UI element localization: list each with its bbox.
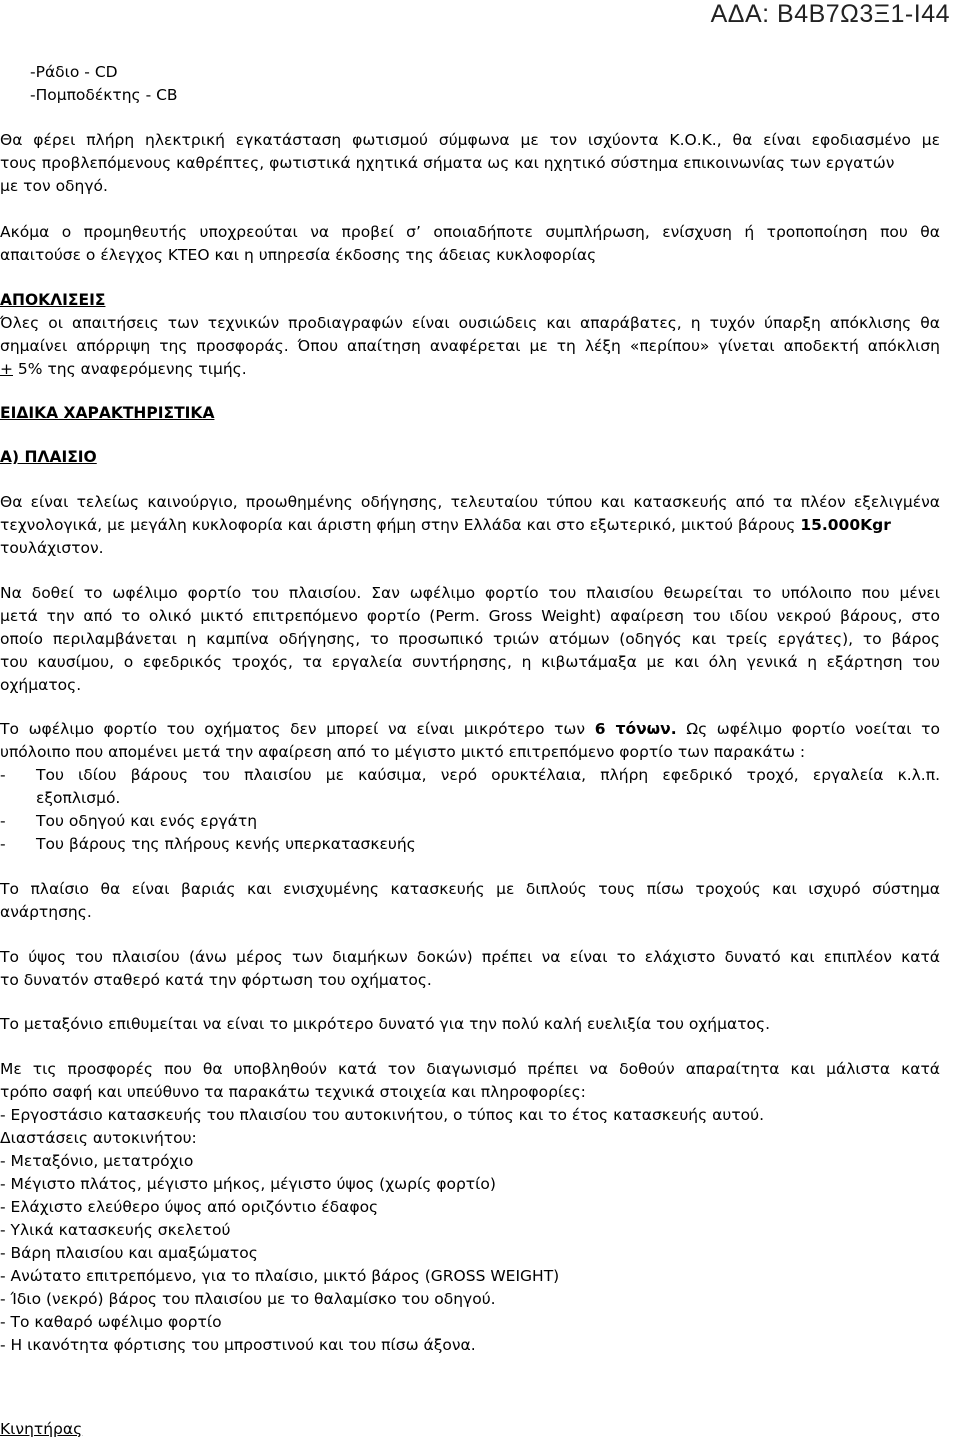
para9-line: τρόπο σαφή και υπεύθυνο τα παρακάτω τεχνικά στοιχεία και πληροφορίες: [0,1083,586,1101]
para4-line: Να δοθεί το ωφέλιμο φορτίο του πλαισίου. Σαν ωφέλιμο φορτίο του πλαισίου θεωρείται το υπόλοιπο που μένει [0,584,940,602]
para5-dash: - [0,835,6,853]
exclusions-line: Όλες οι απαιτήσεις των τεχνικών προδιαγραφών είναι ουσιώδεις και απαράβατες, η τυχόν ύπαρξη απόκλισης θα [0,314,940,332]
para5-text: Το ωφέλιμο φορτίο του οχήματος δεν μπορεί να είναι μικρότερο των [0,720,595,738]
exclusions-line: σημαίνει απόρριψη της προσφοράς. Όπου απαίτηση αναφέρεται με τη λέξη «περίπου» γίνεται αποδεκτή απόκλιση [0,337,940,355]
para5-text: Ως ωφέλιμο φορτίο νοείται το [676,720,940,738]
dimensions-heading: Διαστάσεις αυτοκινήτου: [0,1129,197,1147]
para4-line: οποίο περιλαμβάνεται η καμπίνα οδήγησης, το προσωπικό τριών ατόμων (οδηγός και τρείς εργάτες), το βάρος [0,630,940,648]
ada-code: ΑΔΑ: Β4Β7Ω3Ξ1-Ι44 [710,0,950,28]
para5-dash: - [0,812,6,830]
para1-line: Θα φέρει πλήρη ηλεκτρική εγκατάσταση φωτισμού σύμφωνα με τον ισχύοντα Κ.Ο.Κ., θα είναι εφοδιασμένο με [0,131,940,149]
para3-line: Θα είναι τελείως καινούργιο, προωθημένης οδήγησης, τελευταίου τύπου και κατασκευής από τα πλέον εξελιγμένα [0,493,940,511]
para5-item: Του οδηγού και ενός εργάτη [36,812,258,830]
top-item-cb: -Πομποδέκτης - CB [30,86,178,104]
info-item: - Εργοστάσιο κατασκευής του πλαισίου του αυτοκινήτου, ο τύπος και το έτος κατασκευής αυτού. [0,1106,765,1124]
para7-line: Το ύψος του πλαισίου (άνω μέρος των διαμήκων δοκών) πρέπει να είναι το ελάχιστο δυνατό και επιπλέον κατά [0,948,940,966]
special-heading: ΕΙΔΙΚΑ ΧΑΡΑΚΤΗΡΙΣΤΙΚΑ [0,404,215,422]
para6-line: ανάρτησης. [0,903,92,921]
info-item: - Μέγιστο πλάτος, μέγιστο μήκος, μέγιστο ύψος (χωρίς φορτίο) [0,1175,496,1193]
exclusions-last-line [0,358,247,380]
para8-line: Το μεταξόνιο επιθυμείται να είναι το μικρότερο δυνατό για την πολύ καλή ευελιξία του οχήματος. [0,1015,771,1033]
para1-line: με τον οδηγό. [0,177,108,195]
info-item: - Μεταξόνιο, μετατρόχιο [0,1152,194,1170]
para3-line [0,514,891,536]
info-item: - Ίδιο (νεκρό) βάρος του πλαισίου με το θαλαμίσκο του οδηγού. [0,1290,496,1308]
exclusions-last-text: 5% της αναφερόμενης τιμής. [13,360,247,378]
para2-line: απαιτούσε ο έλεγχος ΚΤΕΟ και η υπηρεσία έκδοσης της άδειας κυκλοφορίας [0,246,597,264]
para4-line: οχήματος. [0,676,82,694]
info-item: - Ανώτατο επιτρεπόμενο, για το πλαίσιο, μικτό βάρος (GROSS WEIGHT) [0,1267,560,1285]
info-item: - Βάρη πλαισίου και αμαξώματος [0,1244,258,1262]
para9-line: Με τις προσφορές που θα υποβληθούν κατά τον διαγωνισμό πρέπει να δοθούν απαραίτητα και μάλιστα κατά [0,1060,940,1078]
para4-line: του καυσίμου, ο εφεδρικός τροχός, τα εργαλεία συντήρησης, η κιβωτάμαξα με και όλη γενικά η εξάρτηση του [0,653,940,671]
para1-line: τους προβλεπόμενους καθρέπτες, φωτιστικά ηχητικά σήματα ως και ηχητικό σύστημα επικοινωνίας των εργατών [0,154,895,172]
para3-text: τεχνολογικά, με μεγάλη κυκλοφορία και άριστη φήμη στην Ελλάδα και στο εξωτερικό, μικτού βάρους [0,516,801,534]
para6-line: Το πλαίσιο θα είναι βαριάς και ενισχυμένης κατασκευής με διπλούς τους πίσω τροχούς και ισχυρό σύστημα [0,880,940,898]
para5-item: Του βάρους της πλήρους κενής υπερκατασκευής [36,835,416,853]
plus-minus-symbol: + [0,360,13,378]
para5-line: υπόλοιπο που απομένει μετά την αφαίρεση από το μέγιστο μικτό επιτρεπόμενο φορτίο των παρακάτω : [0,743,806,761]
para5-dash: - [0,766,6,784]
para5-line [0,718,940,740]
payload-value: 6 τόνων. [594,720,677,738]
engine-heading: Κινητήρας [0,1420,83,1438]
para5-item: Του ιδίου βάρους του πλαισίου με καύσιμα, νερό ορυκτέλαια, πλήρη εφεδρικό τροχό, εργαλεία κ.λ.π. [36,766,940,784]
info-item: - Ελάχιστο ελεύθερο ύψος από οριζόντιο έδαφος [0,1198,379,1216]
gross-weight-value: 15.000Kgr [800,516,891,534]
exclusions-heading: ΑΠΟΚΛΙΣΕΙΣ [0,291,106,309]
top-item-radio: -Ράδιο - CD [30,63,118,81]
para5-item: εξοπλισμό. [36,789,121,807]
info-item: - Η ικανότητα φόρτισης του μπροστινού και του πίσω άξονα. [0,1336,476,1354]
para3-line: τουλάχιστον. [0,539,104,557]
section-a-heading: Α) ΠΛΑΙΣΙΟ [0,448,97,466]
info-item: - Υλικά κατασκευής σκελετού [0,1221,231,1239]
info-item: - Το καθαρό ωφέλιμο φορτίο [0,1313,222,1331]
para2-line: Ακόμα ο προμηθευτής υποχρεούται να προβεί σ’ οποιαδήποτε συμπλήρωση, ενίσχυση ή τροποποίηση που θα [0,223,940,241]
para7-line: το δυνατόν σταθερό κατά την φόρτωση του οχήματος. [0,971,432,989]
para4-line: μετά την από το ολικό μικτό επιτρεπόμενο φορτίο (Perm. Gross Weight) αφαίρεση του ιδίου νεκρού βάρους, στο [0,607,940,625]
